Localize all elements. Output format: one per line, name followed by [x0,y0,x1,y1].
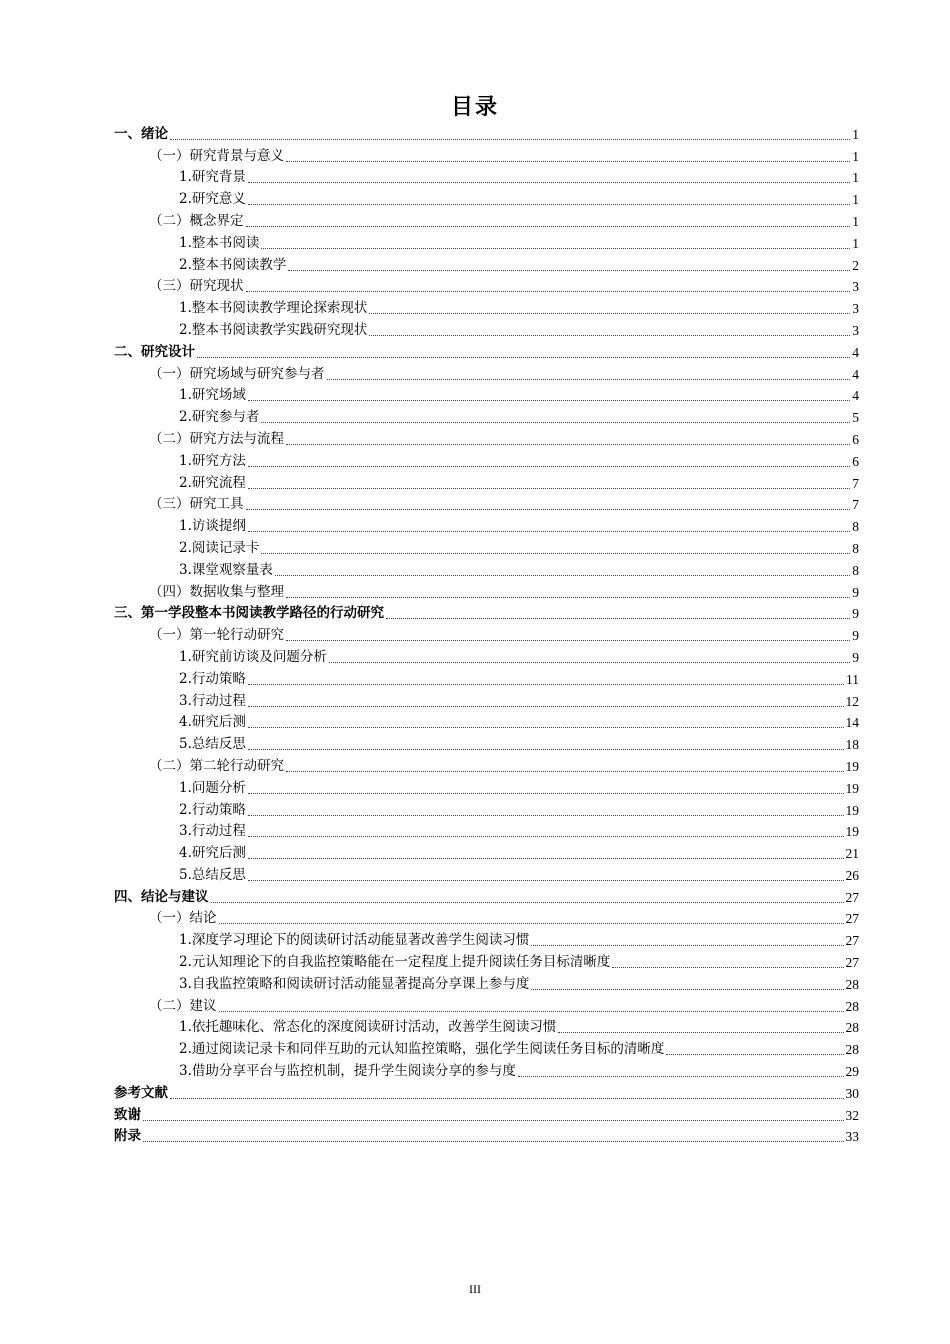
toc-entry[interactable] [114,1036,859,1058]
dot-leader [288,269,850,271]
toc-entry-label: 2.研究参与者 [179,409,260,426]
toc-entry-page: 4 [852,388,859,404]
toc-entry[interactable] [114,666,859,688]
toc-entry-page: 28 [845,1042,859,1058]
toc-entry[interactable] [114,862,859,884]
toc-entry[interactable] [114,470,859,492]
toc-entry-page: 1 [852,170,859,186]
toc-entry-label: 2.整本书阅读教学 [179,256,287,273]
toc-entry-label: （一）研究背景与意义 [149,147,284,164]
dot-leader [246,508,851,510]
toc-entry-page: 8 [852,562,859,578]
toc-entry-label: 1.研究场域 [179,387,246,404]
toc-entry-page: 1 [852,192,859,208]
toc-entry-page: 6 [852,431,859,447]
toc-entry-label: （二）研究方法与流程 [149,430,284,447]
toc-entry-page: 7 [852,475,859,491]
dot-leader [286,770,844,772]
toc-entry[interactable] [114,1058,859,1080]
toc-entry-label: 二、研究设计 [114,343,195,360]
toc-entry[interactable] [114,622,859,644]
toc-entry[interactable] [114,927,859,949]
toc-entry[interactable] [114,121,859,143]
toc-entry-page: 6 [852,453,859,469]
toc-entry[interactable] [114,971,859,993]
toc-entry[interactable] [114,165,859,187]
toc-entry[interactable] [114,1080,859,1102]
dot-leader [246,225,851,227]
toc-entry[interactable] [114,993,859,1015]
dot-leader [558,1031,843,1033]
toc-entry-label: 1.问题分析 [179,779,246,796]
toc-entry-page: 28 [845,998,859,1014]
toc-entry[interactable] [114,404,859,426]
toc-entry[interactable] [114,731,859,753]
toc-entry[interactable] [114,317,859,339]
toc-entry[interactable] [114,1124,859,1146]
dot-leader [612,966,843,968]
toc-entry-page: 27 [845,889,859,905]
toc-entry[interactable] [114,1015,859,1037]
dot-leader [531,944,843,946]
toc-entry-page: 9 [852,628,859,644]
dot-leader [248,792,844,794]
toc-entry-label: 2.通过阅读记录卡和同伴互助的元认知监控策略，强化学生阅读任务目标的清晰度 [179,1041,665,1058]
toc-entry[interactable] [114,186,859,208]
dot-leader [248,879,844,881]
dot-leader [286,596,850,598]
toc-entry-label: 2.整本书阅读教学实践研究现状 [179,321,368,338]
toc-entry-page: 19 [845,758,859,774]
toc-entry-page: 2 [852,257,859,273]
dot-leader [248,530,850,532]
toc-entry-label: （一）结论 [149,910,217,927]
toc-entry[interactable] [114,448,859,470]
toc-entry[interactable] [114,775,859,797]
dot-leader [248,835,844,837]
toc-entry[interactable] [114,513,859,535]
toc-entry-label: 2.行动策略 [179,670,246,687]
toc-entry[interactable] [114,797,859,819]
toc-entry-page: 3 [852,322,859,338]
toc-entry[interactable] [114,601,859,623]
dot-leader [261,247,850,249]
toc-entry-label: 1.深度学习理论下的阅读研讨活动能显著改善学生阅读习惯 [179,932,530,949]
toc-entry[interactable] [114,949,859,971]
dot-leader [248,726,844,728]
toc-entry-page: 9 [852,649,859,665]
toc-entry-page: 7 [852,497,859,513]
toc-entry-label: 参考文献 [114,1084,168,1101]
toc-entry-page: 4 [852,366,859,382]
toc-entry[interactable] [114,295,859,317]
toc-entry-label: 2.研究流程 [179,474,246,491]
dot-leader [369,334,850,336]
toc-entry-label: 1.依托趣味化、常态化的深度阅读研讨活动，改善学生阅读习惯 [179,1019,557,1036]
toc-entry-label: （二）建议 [149,997,217,1014]
toc-entry-page: 4 [852,344,859,360]
dot-leader [286,160,850,162]
toc-entry[interactable] [114,252,859,274]
toc-entry-label: 3.行动过程 [179,823,246,840]
toc-entry-page: 1 [852,235,859,251]
dot-leader [170,1097,844,1099]
toc-entry[interactable] [114,361,859,383]
table-of-contents [114,121,859,1145]
dot-leader [261,552,850,554]
toc-entry-label: （三）研究现状 [149,278,244,295]
page-title: 目录 [450,95,499,120]
toc-entry[interactable] [114,884,859,906]
toc-entry-page: 26 [845,867,859,883]
toc-entry-label: 4.研究后测 [179,714,246,731]
dot-leader [518,1075,844,1077]
toc-entry[interactable] [114,819,859,841]
toc-entry[interactable] [114,579,859,601]
toc-entry[interactable] [114,274,859,296]
toc-entry-label: 1.整本书阅读教学理论探索现状 [179,300,368,317]
toc-entry-page: 1 [852,148,859,164]
toc-entry[interactable] [114,644,859,666]
toc-entry[interactable] [114,492,859,514]
toc-entry-label: 2.元认知理论下的自我监控策略能在一定程度上提升阅读任务目标清晰度 [179,954,611,971]
dot-leader [248,487,850,489]
toc-entry-label: 3.课堂观察量表 [179,561,273,578]
toc-entry[interactable] [114,535,859,557]
toc-entry-label: 致谢 [114,1106,141,1123]
dot-leader [211,901,844,903]
toc-entry[interactable] [114,688,859,710]
toc-entry-page: 27 [845,955,859,971]
toc-entry-page: 1 [852,126,859,142]
toc-entry[interactable] [114,557,859,579]
dot-leader [666,1053,843,1055]
toc-entry-page: 28 [845,976,859,992]
toc-entry-page: 18 [845,737,859,753]
toc-entry-label: 5.总结反思 [179,866,246,883]
toc-entry-label: 三、第一学段整本书阅读教学路径的行动研究 [114,605,384,622]
dot-leader [143,1119,844,1121]
toc-entry-page: 19 [845,802,859,818]
toc-entry-page: 30 [845,1085,859,1101]
toc-entry-page: 9 [852,606,859,622]
dot-leader [248,203,850,205]
toc-entry[interactable] [114,143,859,165]
toc-entry[interactable] [114,840,859,862]
toc-entry-label: 1.整本书阅读 [179,234,260,251]
dot-leader [275,574,850,576]
toc-entry-label: （四）数据收集与整理 [149,583,284,600]
toc-entry[interactable] [114,906,859,928]
toc-entry-page: 19 [845,780,859,796]
toc-entry[interactable] [114,1102,859,1124]
toc-entry-label: 1.研究前访谈及问题分析 [179,648,327,665]
dot-leader [261,421,850,423]
toc-entry-page: 19 [845,824,859,840]
toc-entry-label: （三）研究工具 [149,496,244,513]
toc-entry-label: （二）第二轮行动研究 [149,757,284,774]
toc-entry-label: 2.研究意义 [179,191,246,208]
dot-leader [386,617,850,619]
toc-entry-page: 27 [845,933,859,949]
toc-entry[interactable] [114,230,859,252]
dot-leader [248,814,844,816]
dot-leader [327,378,851,380]
dot-leader [219,1010,844,1012]
toc-entry-label: 2.阅读记录卡 [179,539,260,556]
toc-entry-page: 21 [845,846,859,862]
toc-entry-page: 29 [845,1064,859,1080]
dot-leader [248,181,850,183]
dot-leader [286,639,850,641]
toc-entry-page: 9 [852,584,859,600]
toc-entry-page: 33 [845,1129,859,1145]
dot-leader [219,922,844,924]
toc-entry-page: 1 [852,213,859,229]
toc-entry-label: （二）概念界定 [149,212,244,229]
toc-entry[interactable] [114,208,859,230]
toc-entry-page: 8 [852,519,859,535]
dot-leader [248,399,850,401]
toc-entry-label: 附录 [114,1128,141,1145]
toc-entry-page: 12 [845,693,859,709]
toc-entry-page: 28 [845,1020,859,1036]
dot-leader [329,661,850,663]
toc-entry[interactable] [114,339,859,361]
dot-leader [197,356,850,358]
toc-entry-label: 一、绪论 [114,125,168,142]
toc-entry-label: 2.行动策略 [179,801,246,818]
toc-entry-page: 3 [852,279,859,295]
dot-leader [248,465,850,467]
toc-entry-label: 1.访谈提纲 [179,518,246,535]
toc-entry-page: 11 [846,671,859,687]
toc-entry-label: （一）第一轮行动研究 [149,627,284,644]
dot-leader [246,290,851,292]
toc-entry-label: 5.总结反思 [179,736,246,753]
dot-leader [248,705,844,707]
dot-leader [143,1140,844,1142]
dot-leader [248,683,844,685]
toc-entry-page: 3 [852,301,859,317]
toc-entry-label: 3.自我监控策略和阅读研讨活动能显著提高分享课上参与度 [179,975,530,992]
toc-entry-label: 3.行动过程 [179,692,246,709]
toc-entry-label: 4.研究后测 [179,845,246,862]
dot-leader [531,988,843,990]
toc-entry-page: 14 [845,715,859,731]
dot-leader [286,443,850,445]
dot-leader [248,857,844,859]
toc-entry-label: （一）研究场域与研究参与者 [149,365,325,382]
dot-leader [170,138,850,140]
toc-entry[interactable] [114,426,859,448]
toc-entry-label: 四、结论与建议 [114,888,209,905]
toc-entry-label: 1.研究背景 [179,169,246,186]
dot-leader [369,312,850,314]
toc-entry[interactable] [114,753,859,775]
toc-entry[interactable] [114,710,859,732]
toc-entry-page: 32 [845,1107,859,1123]
toc-entry-page: 27 [845,911,859,927]
page-number: III [469,1282,481,1296]
dot-leader [248,748,844,750]
toc-entry[interactable] [114,383,859,405]
toc-entry-label: 1.研究方法 [179,452,246,469]
toc-entry-page: 5 [852,410,859,426]
toc-entry-page: 8 [852,540,859,556]
toc-entry-label: 3.借助分享平台与监控机制，提升学生阅读分享的参与度 [179,1063,516,1080]
